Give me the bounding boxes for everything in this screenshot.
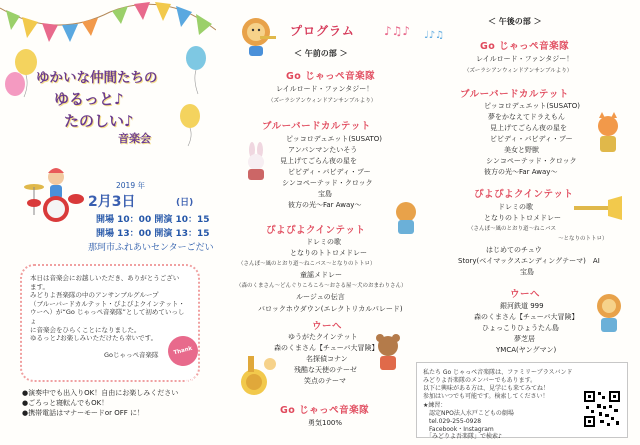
song: ひょっこりひょうたん島 [482,324,559,332]
band-name: Go じゃっぺ音楽隊 [286,71,376,82]
open-time: 10：00 [117,215,152,225]
greeting-line: ウーへ）が“Go じゃっぺ音楽隊”として初めていっしょ [30,308,185,325]
greeting-line: ます。 [30,282,49,291]
note-item: ●演奏中でも出入りOK！自由にお楽しみください [22,389,179,397]
info-line: 参加はいつでも可能です。検索してください！ [423,393,549,400]
dog-illustration [388,198,424,236]
info-line: 以下に興味がある方は、見学にも来てみてね！ [423,385,550,392]
song: ドレミの歌 [498,203,533,211]
song: ゆうがたクインテット [288,333,358,341]
trumpet-illustration [572,194,624,224]
start-label: 開演 [154,215,173,225]
song: はじめてのチュウ [486,246,542,254]
open-label: 開場 [96,215,115,225]
song: 彼方の光〜Far Away〜 [288,201,362,209]
info-line: 「みどりよ吾楽隊」で検索♪ [423,433,502,440]
song: Story(ベイマックスエンディングテーマ) AI [458,257,600,265]
song-note: （さんぽ〜風のとおり道〜ねこバス [468,226,557,232]
song: 見上げてごらん夜の星を [280,157,357,165]
start-label: 開演 [154,229,173,239]
band-name: ウーへ [312,321,343,332]
fox-illustration [590,112,626,156]
start-time: 13：15 [175,229,210,239]
song: 見上げてごらん夜の星を [490,124,567,132]
tuba-illustration [234,352,278,398]
afternoon-time [96,226,210,239]
drummer-illustration [14,165,86,227]
song: 夢をかなえてドラえもん [488,113,565,121]
event-date: 2月3日 [88,194,136,210]
song: 美女と野獣 [504,146,539,154]
song: 名探偵コナン [306,355,348,363]
band-name: ぴよぴよクインテット [474,189,574,200]
info-line: 認定NPO法人水戸こどもの劇場 [423,410,514,417]
lion-trumpet-illustration [238,16,278,58]
title-line-3: たのしい♪ [64,112,134,130]
song: 宝島 [520,268,534,276]
info-line: Facebook・Instagram [423,426,494,433]
song: ピッコロデュエット(SUSATO) [286,135,383,143]
song: 彼方の光〜Far Away〜 [484,168,558,176]
thank-you-stamp: Thank you [165,333,202,370]
song-note: （ズーラシアンウィンドアンサンブルより） [268,98,377,104]
song: 勇気100% [308,419,343,427]
qr-code[interactable] [583,390,621,428]
song: ルージュの伝言 [296,293,345,301]
open-time: 13：00 [117,229,152,239]
song-note: （森のくまさん〜どんぐりころころ〜おさる屋〜犬のおまわりさん） [236,283,407,289]
band-name: ブルーバードカルテット [460,89,569,100]
open-label: 開場 [96,229,115,239]
song: ビビディ・バビディ・ブー [490,135,573,143]
greeting-box [20,264,200,385]
event-weekday: (日) [176,198,194,208]
program-title: プログラム [290,24,355,38]
info-line: みどりよ吾楽隊のメンバーでもあります。 [423,377,537,384]
band-name: ウーへ [510,289,541,300]
start-time: 10：15 [175,215,210,225]
info-line: ★練習： [423,402,447,409]
song: 宝島 [318,190,332,198]
band-name: ぴよぴよクインテット [266,225,366,236]
notes-list [22,388,178,418]
event-year: 2019 年 [116,181,145,190]
morning-time [96,212,210,225]
song: 残酷な天使のテーゼ [294,366,357,374]
greeting-signature: Goじゃっぺ音楽隊 [104,351,159,359]
music-notes-icon: ♪♫♪ [384,24,411,38]
song-note: 〜となりのトトロ） [558,236,608,242]
note-item: ●ごろっと寝転んでもOK！ [22,399,109,407]
song: レイルロード・ファンタジー！ [276,85,374,93]
song: シンコペーテッド・クロック [282,179,373,187]
song-note: （ズーラシアンウィンドアンサンブルより） [464,68,573,74]
band-name: Go じゃっぺ音楽隊 [480,41,570,52]
info-line: tel.029-255-0928 [423,418,482,425]
song: レイルロード・ファンタジー！ [476,55,574,63]
song: 森のくまさん【チューバ大冒険】 [474,313,579,321]
song-note: （さんぽ〜風のとおり道〜ねこバス〜となりのトトロ） [238,261,376,267]
rabbit-illustration [238,142,274,182]
band-name: Go じゃっぺ音楽隊 [280,405,370,416]
song: となりのトトロメドレー [290,249,367,257]
bear-illustration [368,332,408,372]
song: ビビディ・バビディ・ブー [288,168,371,176]
song: 森のくまさん【チューバ大冒険】 [274,344,379,352]
song: YMCA(ヤングマン) [496,346,557,354]
song: 夢芝居 [514,335,535,343]
music-notes-icon: ♩♪♫ [424,30,445,41]
title-line-4: 音楽会 [118,132,151,145]
song: 童謡メドレー [300,271,342,279]
note-item: ●携帯電話はマナーモードor OFF に！ [22,409,145,417]
song: シンコペーテッド・クロック [486,157,577,165]
song: 銀河鉄道 999 [500,302,544,310]
greeting-line: みどりよ吾楽隊の中のアンサンブルグループ [30,291,159,300]
title-line-1: ゆかいな仲間たちの [36,70,158,86]
lion-illustration [592,292,626,334]
greeting-line: （ブルーバードカルテット・ぴよぴよクインテット・ [30,299,185,308]
morning-header: ＜ 午前の部 ＞ [294,49,348,58]
venue: 那珂市ふれあいセンターごだい [88,243,214,253]
song: ピッコロデュエット(SUSATO) [484,102,581,110]
afternoon-header: ＜ 午後の部 ＞ [488,17,542,26]
greeting-line: に音楽会をひらくことになりました。 [30,325,141,334]
greeting-line: ゆるっと♪お楽しみいただけたら幸いです。 [30,334,158,343]
info-line: 私たち Go じゃっぺ音楽隊は、ファミリーブラスバンド [423,369,573,376]
title-line-2: ゆるっと♪ [54,90,124,108]
song: バロックホウダウン(エレクトリカルパレード) [258,305,403,313]
greeting-line: 本日は音楽会にお越しいただき、ありがとうござい [30,274,180,282]
song: 笑点のテーマ [304,377,346,385]
song: アンパンマンたいそう [288,146,358,154]
song: ドレミの歌 [306,238,341,246]
band-name: ブルーバードカルテット [262,121,371,132]
song: となりのトトロメドレー [484,214,561,222]
